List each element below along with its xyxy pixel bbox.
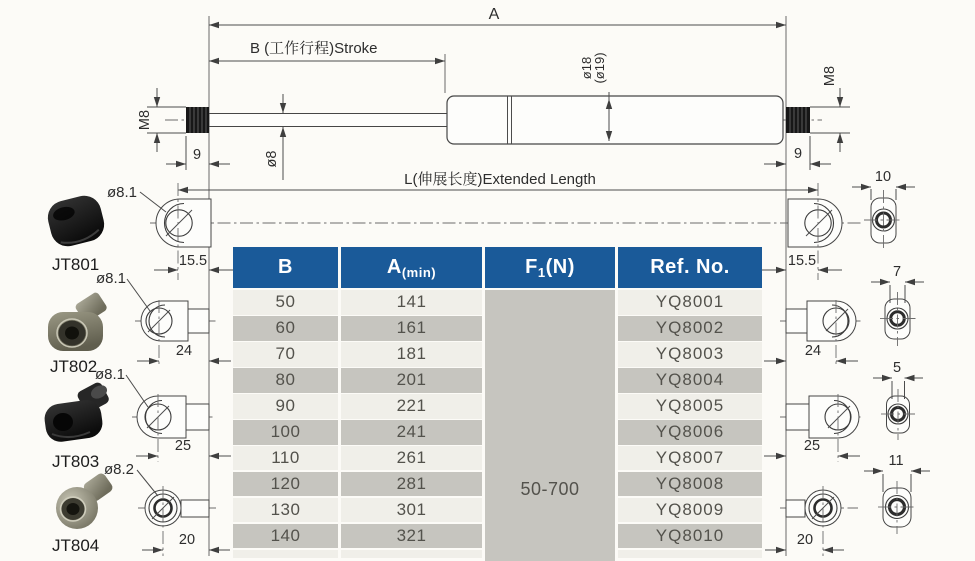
dimension-b-stroke [209, 40, 445, 61]
cell-a-min: 221 [341, 394, 482, 418]
left-eyelet-drawing [154, 183, 233, 280]
side-view-5 [873, 360, 923, 440]
dim-tube-dia19-label: (ø19) [592, 52, 607, 84]
cell-b: 110 [233, 446, 338, 470]
cell-a-min: 301 [341, 498, 482, 522]
dim-10-label: 10 [874, 169, 892, 185]
dim-9-right-label: 9 [793, 146, 803, 162]
fitting-photo-jt804 [56, 472, 114, 529]
cell-a-partial [341, 550, 482, 558]
cell-b: 70 [233, 342, 338, 366]
right-ball-socket-drawing [765, 486, 844, 556]
cell-a-min: 321 [341, 524, 482, 548]
cell-b: 130 [233, 498, 338, 522]
left-eyelet-24-drawing [137, 300, 231, 367]
cell-ref-no: YQ8002 [618, 316, 762, 340]
dim-24-left-label: 24 [175, 343, 193, 359]
dim-extended-length-label: L(伸展长度)Extended Length [404, 171, 596, 188]
jt802-caption: JT802 [50, 357, 98, 376]
dimension-extended-length [178, 170, 818, 190]
right-eyelet-25-drawing [764, 394, 860, 462]
cell-ref-no: YQ8005 [618, 394, 762, 418]
side-view-10 [852, 169, 915, 250]
cell-b: 120 [233, 472, 338, 496]
fitting-photo-jt802 [48, 291, 108, 351]
cell-ref-no: YQ8007 [618, 446, 762, 470]
right-eyelet-drawing [762, 183, 842, 280]
dim-tube-dia18-label: ø18 [579, 56, 594, 80]
dimension-m8-left [137, 88, 186, 152]
cell-ref-no: YQ8003 [618, 342, 762, 366]
dimension-9-left [166, 136, 230, 170]
jt803-caption: JT803 [52, 452, 100, 471]
dim-9-left-label: 9 [192, 147, 202, 163]
jt801-caption: JT801 [52, 255, 100, 274]
dim-11-label: 11 [888, 453, 904, 469]
table-column-a-min [341, 247, 482, 561]
cell-ref-no: YQ8004 [618, 368, 762, 392]
dim-15-5-right-label: 15.5 [787, 253, 817, 269]
header-cell-b: B [233, 247, 338, 288]
jt802-hole-dia-label: ø8.1 [96, 270, 127, 287]
table-column-b [233, 247, 338, 561]
cell-b: 90 [233, 394, 338, 418]
dim-15-5-left-label: 15.5 [178, 253, 208, 269]
jt804-hole-dia-label: ø8.2 [104, 461, 135, 478]
cell-a-min: 181 [341, 342, 482, 366]
dim-m8-right-label: M8 [822, 65, 838, 87]
cell-b: 140 [233, 524, 338, 548]
dim-20-left-label: 20 [178, 532, 196, 548]
cell-ref-no: YQ8009 [618, 498, 762, 522]
dimension-a [209, 6, 786, 25]
dim-7-label: 7 [892, 264, 902, 280]
cell-ref-partial [618, 550, 762, 558]
cell-b: 80 [233, 368, 338, 392]
right-eyelet-24-drawing [764, 300, 858, 367]
cell-ref-no: YQ8010 [618, 524, 762, 548]
dim-m8-left-label: M8 [137, 109, 153, 131]
dimension-rod-dia [264, 94, 283, 180]
cell-a-min: 281 [341, 472, 482, 496]
table-column-ref-no [618, 247, 762, 561]
side-view-7 [871, 264, 924, 346]
fitting-photo-jt801 [44, 192, 108, 250]
gas-spring-drawing [165, 96, 822, 144]
dim-a-label: A [488, 6, 500, 23]
table-column-f1 [485, 247, 615, 561]
dimension-m8-right [810, 66, 850, 152]
thread-right [786, 107, 810, 133]
cell-b: 100 [233, 420, 338, 444]
cell-ref-no: YQ8008 [618, 472, 762, 496]
dim-b-label: B (工作行程)Stroke [250, 40, 378, 57]
jt801-hole-dia-label: ø8.1 [107, 184, 138, 201]
fitting-photo-jt803 [43, 381, 111, 444]
dim-25-left-label: 25 [174, 438, 192, 454]
cell-b-partial [233, 550, 338, 558]
cell-ref-no: YQ8006 [618, 420, 762, 444]
side-view-11 [864, 453, 930, 534]
cell-force-range: 50-700 [485, 290, 615, 561]
jt803-hole-dia-label: ø8.1 [95, 366, 126, 383]
dim-20-right-label: 20 [796, 532, 814, 548]
header-cell-f1: F 1 (N) [485, 247, 615, 288]
dim-24-right-label: 24 [804, 343, 822, 359]
dim-5-label: 5 [892, 360, 902, 376]
header-cell-ref-no: Ref. No. [618, 247, 762, 288]
cell-a-min: 161 [341, 316, 482, 340]
cell-a-min: 201 [341, 368, 482, 392]
dim-rod-dia-label: ø8 [264, 150, 280, 168]
jt804-caption: JT804 [52, 536, 100, 555]
cell-ref-no: YQ8001 [618, 290, 762, 314]
header-cell-a-min: A (min) [341, 247, 482, 288]
cell-b: 60 [233, 316, 338, 340]
cell-a-min: 261 [341, 446, 482, 470]
thread-left [186, 107, 209, 133]
cell-a-min: 141 [341, 290, 482, 314]
spec-table [233, 247, 762, 561]
dim-25-right-label: 25 [803, 438, 821, 454]
cell-b: 50 [233, 290, 338, 314]
cell-a-min: 241 [341, 420, 482, 444]
left-ball-socket-drawing [142, 486, 230, 556]
left-eyelet-25-drawing [136, 394, 231, 462]
